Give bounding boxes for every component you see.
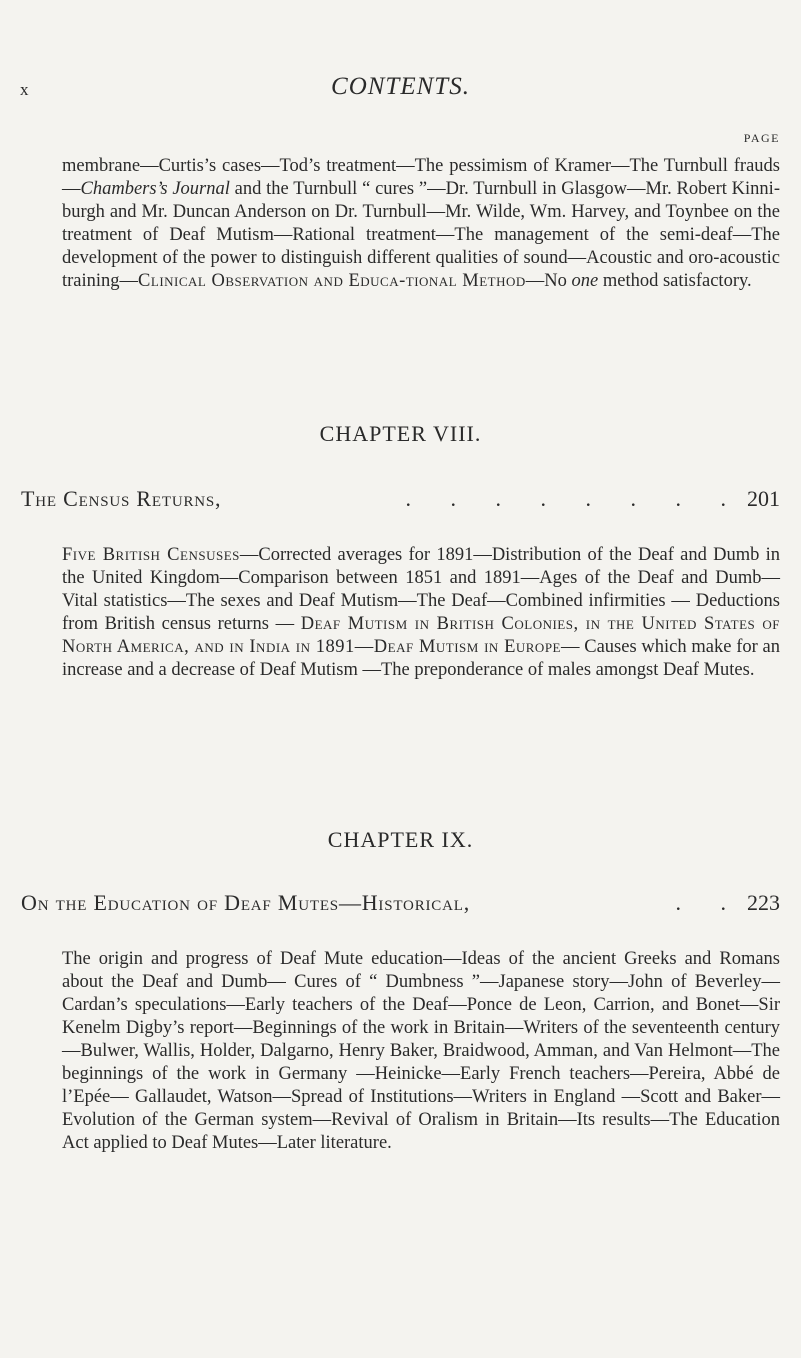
chapter9-summary: The origin and progress of Deaf Mute education—Ideas of the ancient Greeks and Romans about the Deaf and Dumb— Cures of “ Dumbness ”—Japanese story—John of Beverley— Cardan’s speculations—Early teachers of the Deaf—Ponce de Leon, Carrion, and Bonet—Sir Kenelm Digby’s report—Beginnings of the work in Britain—Writers of the seventeenth century—Bulwer, Wallis, Holder, Dalgarno, Henry Baker, Braidwood, Amman, and Van Helmont—The beginnings of the work in Germany —Heinicke—Early French teachers—Pereira, Abbé de l’Epée— Gallaudet, Watson—Spread of Institutions—Writers in England —Scott and Baker—Evolution of the German system—Revival of Oralism in Britain—Its results—The Education Act applied to Deaf Mutes—Later literature. (62, 949, 780, 1153)
running-title: CONTENTS. (331, 73, 470, 100)
chapter-8-title: The Census Returns, (21, 486, 222, 511)
chapter-8-page: 201 (747, 486, 780, 511)
page-number: x (20, 80, 29, 99)
page-column-label: PAGE (743, 131, 780, 145)
chapter-8-heading: CHAPTER VIII. (319, 421, 482, 446)
toc-entry-education-of-deaf-mutes[interactable] (21, 890, 780, 916)
chapter-9-page: 223 (747, 890, 780, 915)
chapter8-summary: Five British Censuses—Corrected averages for 1891—Distribution of the Deaf and Dumb in the United Kingdom—Comparison between 1851 and 1891—Ages of the Deaf and Dumb—Vital statistics—The sexes and Deaf Mutism—The Deaf—Combined infirmities — Deductions from British census returns — Deaf Mutism in British Colonies, in the United States of North America, and in India in 1891—Deaf Mutism in Europe— Causes which make for an increase and a decrease of Deaf Mutism —The preponderance of males amongst Deaf Mutes. (62, 545, 781, 680)
chapter-9-heading: CHAPTER IX. (327, 827, 474, 852)
leader-dots: . . . . . . . . (405, 486, 743, 511)
chapter7-summary-continuation: membrane—Curtis’s cases—Tod’s treatment—The pessimism of Kramer—The Turnbull frauds—Chambers’s Journal and the Turnbull “ cures ”—Dr. Turnbull in Glasgow—Mr. Robert Kinni-burgh and Mr. Duncan Anderson on Dr. Turnbull—Mr. Wilde, Wm. Harvey, and Toynbee on the treatment of Deaf Mutism—Rational treatment—The management of the semi-deaf—The development of the power to distinguish different qualities of sound—Acoustic and oro-acoustic training—Clinical Observation and Educa-tional Method—No one method satisfactory. (62, 156, 780, 291)
journal-title: Chambers’s Journal (80, 179, 230, 199)
leader-dots: . . (675, 890, 743, 915)
chapter-9-title: On the Education of Deaf Mutes—Historical, (21, 890, 470, 915)
toc-entry-census-returns[interactable] (21, 486, 780, 512)
